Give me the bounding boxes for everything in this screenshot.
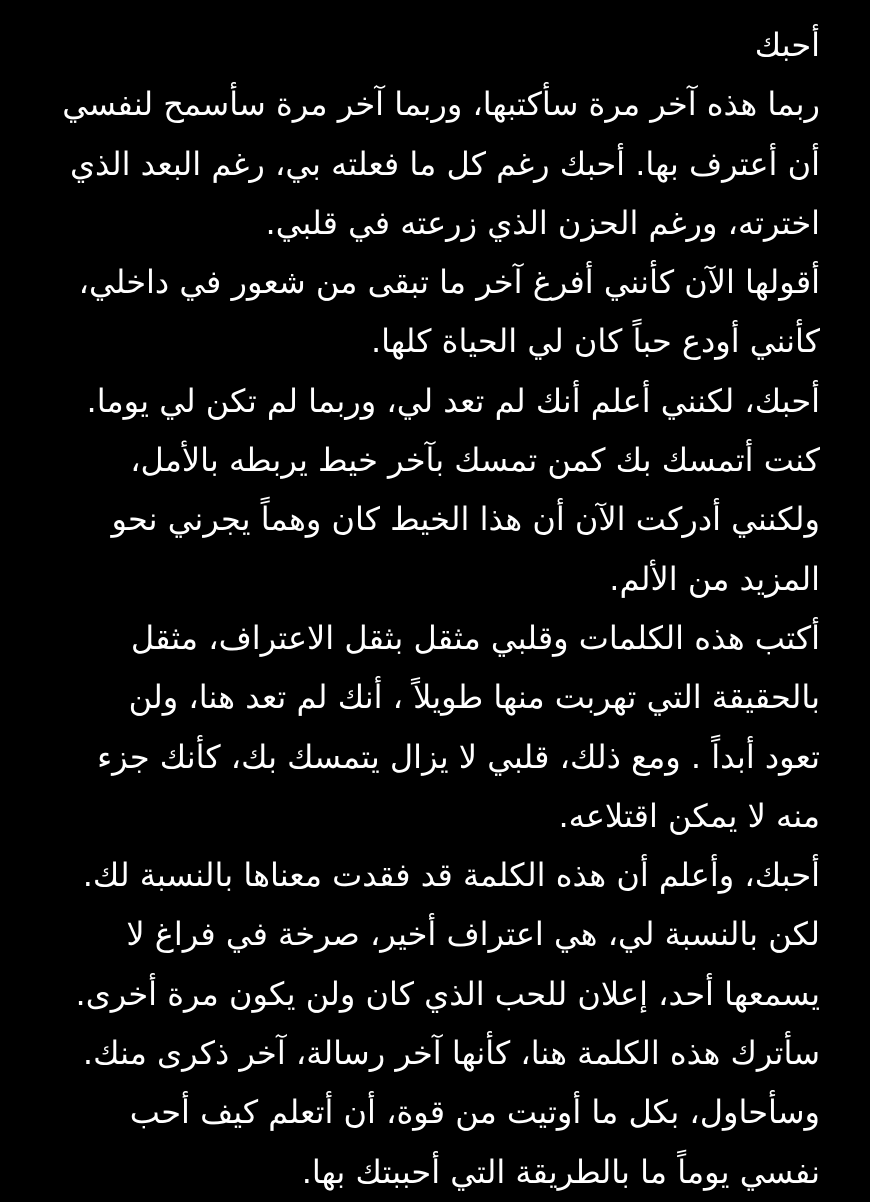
note-line-15: أحبك، وأعلم أن هذه الكلمة قد فقدت معناها بالنسبة لك. [82,856,820,895]
note-line-5: أقولها الآن كأنني أفرغ آخر ما تبقى من شعور في داخلي، [78,263,820,302]
note-line-1: أحبك [754,26,820,64]
note-line-18: سأترك هذه الكلمة هنا، كأنها آخر رسالة، آخر ذكرى منك. [82,1034,820,1073]
note-line-13: تعود أبداً . ومع ذلك، قلبي لا يزال يتمسك بك، كأنك جزء [97,737,820,776]
note-line-20: نفسي يوماً ما بالطريقة التي أحببتك بها. [301,1152,820,1191]
note-line-12: بالحقيقة التي تهربت منها طويلاً ، أنك لم تعد هنا، ولن [128,678,820,717]
note-line-11: أكتب هذه الكلمات وقلبي مثقل بثقل الاعتراف، مثقل [130,618,820,657]
note-line-16: لكن بالنسبة لي، هي اعتراف أخير، صرخة في فراغ لا [126,915,820,954]
note-line-14: منه لا يمكن اقتلاعه. [558,796,820,835]
note-line-3: أن أعترف بها. أحبك رغم كل ما فعلته بي، رغم البعد الذي [69,144,820,183]
note-line-19: وسأحاول، بكل ما أوتيت من قوة، أن أتعلم كيف أحب [129,1093,820,1132]
note-text-block [45,16,820,1202]
note-line-2: ربما هذه آخر مرة سأكتبها، وربما آخر مرة سأسمح لنفسي [62,85,820,124]
note-line-9: ولكنني أدركت الآن أن هذا الخيط كان وهماً يجرني نحو [111,500,820,539]
note-line-17: يسمعها أحد، إعلان للحب الذي كان ولن يكون مرة أخرى. [75,974,820,1013]
note-line-8: كنت أتمسك بك كمن تمسك بآخر خيط يربطه بالأمل، [130,441,820,480]
note-line-4: اخترته، ورغم الحزن الذي زرعته في قلبي. [265,203,820,242]
note-line-10: المزيد من الألم. [609,559,820,598]
note-line-7: أحبك، لكنني أعلم أنك لم تعد لي، وربما لم تكن لي يوما. [86,381,820,420]
note-line-6: كأنني أودع حباً كان لي الحياة كلها. [371,322,820,361]
